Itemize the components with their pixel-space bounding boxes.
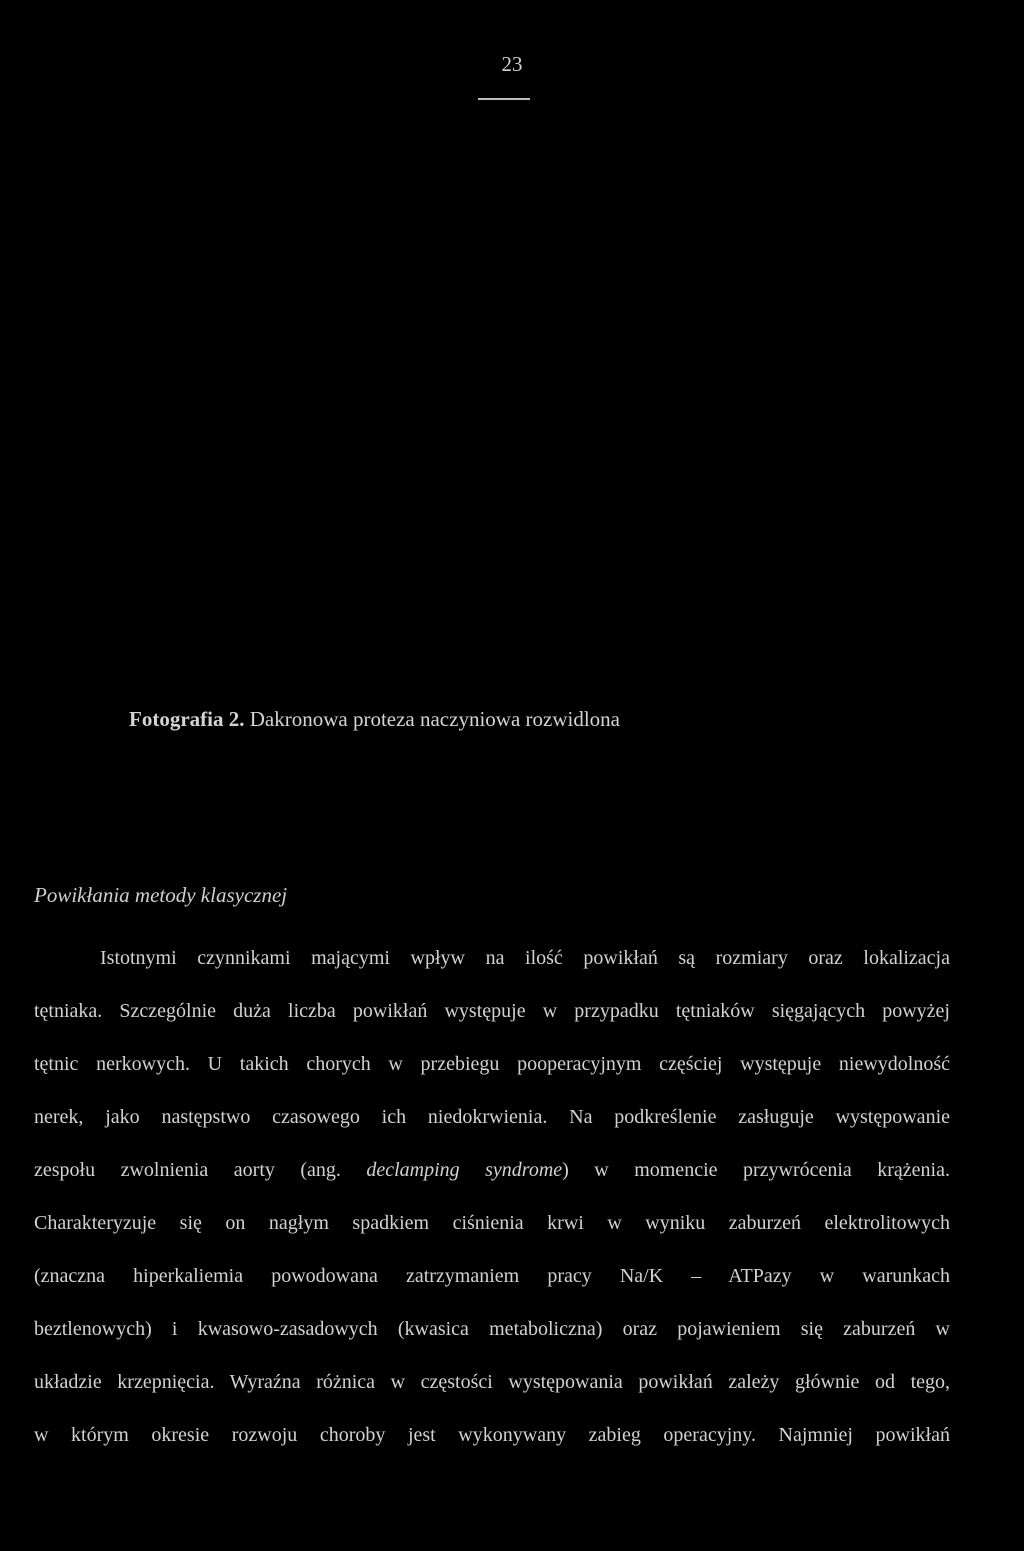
caption-label: Fotografia 2. bbox=[129, 707, 245, 731]
text-line: Istotnymi czynnikami mającymi wpływ na ilość powikłań są rozmiary oraz lokalizacja bbox=[100, 947, 950, 969]
text-line: tętnic nerkowych. U takich chorych w przebiegu pooperacyjnym częściej występuje niewydolność bbox=[34, 1053, 950, 1075]
page-number: 23 bbox=[501, 52, 523, 76]
text-line: beztlenowych) i kwasowo-zasadowych (kwasica metaboliczna) oraz pojawieniem się zaburzeń w bbox=[34, 1318, 950, 1340]
text-line: Charakteryzuje się on nagłym spadkiem ciśnienia krwi w wyniku zaburzeń elektrolitowych bbox=[34, 1212, 950, 1234]
figure-caption bbox=[129, 707, 620, 732]
section-heading: Powikłania metody klasycznej bbox=[34, 883, 288, 907]
photo-mark bbox=[478, 98, 530, 100]
text-line: układzie krzepnięcia. Wyraźna różnica w częstości występowania powikłań zależy głównie od tego, bbox=[34, 1371, 950, 1393]
text-segment: ) w momencie przywrócenia krążenia. bbox=[562, 1159, 950, 1181]
text-line: nerek, jako następstwo czasowego ich niedokrwienia. Na podkreślenie zasługuje występowanie bbox=[34, 1106, 950, 1128]
text-line bbox=[34, 1155, 950, 1185]
text-line: (znaczna hiperkaliemia powodowana zatrzymaniem pracy Na/K – ATPazy w warunkach bbox=[34, 1265, 950, 1287]
caption-text: Dakronowa proteza naczyniowa rozwidlona bbox=[244, 707, 620, 731]
italic-term: declamping syndrome bbox=[366, 1159, 563, 1181]
text-line: tętniaka. Szczególnie duża liczba powikłań występuje w przypadku tętniaków sięgających powyżej bbox=[34, 1000, 950, 1022]
photo-area bbox=[40, 110, 984, 670]
text-segment: zespołu zwolnienia aorty (ang. bbox=[34, 1159, 341, 1181]
text-line: w którym okresie rozwoju choroby jest wykonywany zabieg operacyjny. Najmniej powikłań bbox=[34, 1424, 950, 1446]
